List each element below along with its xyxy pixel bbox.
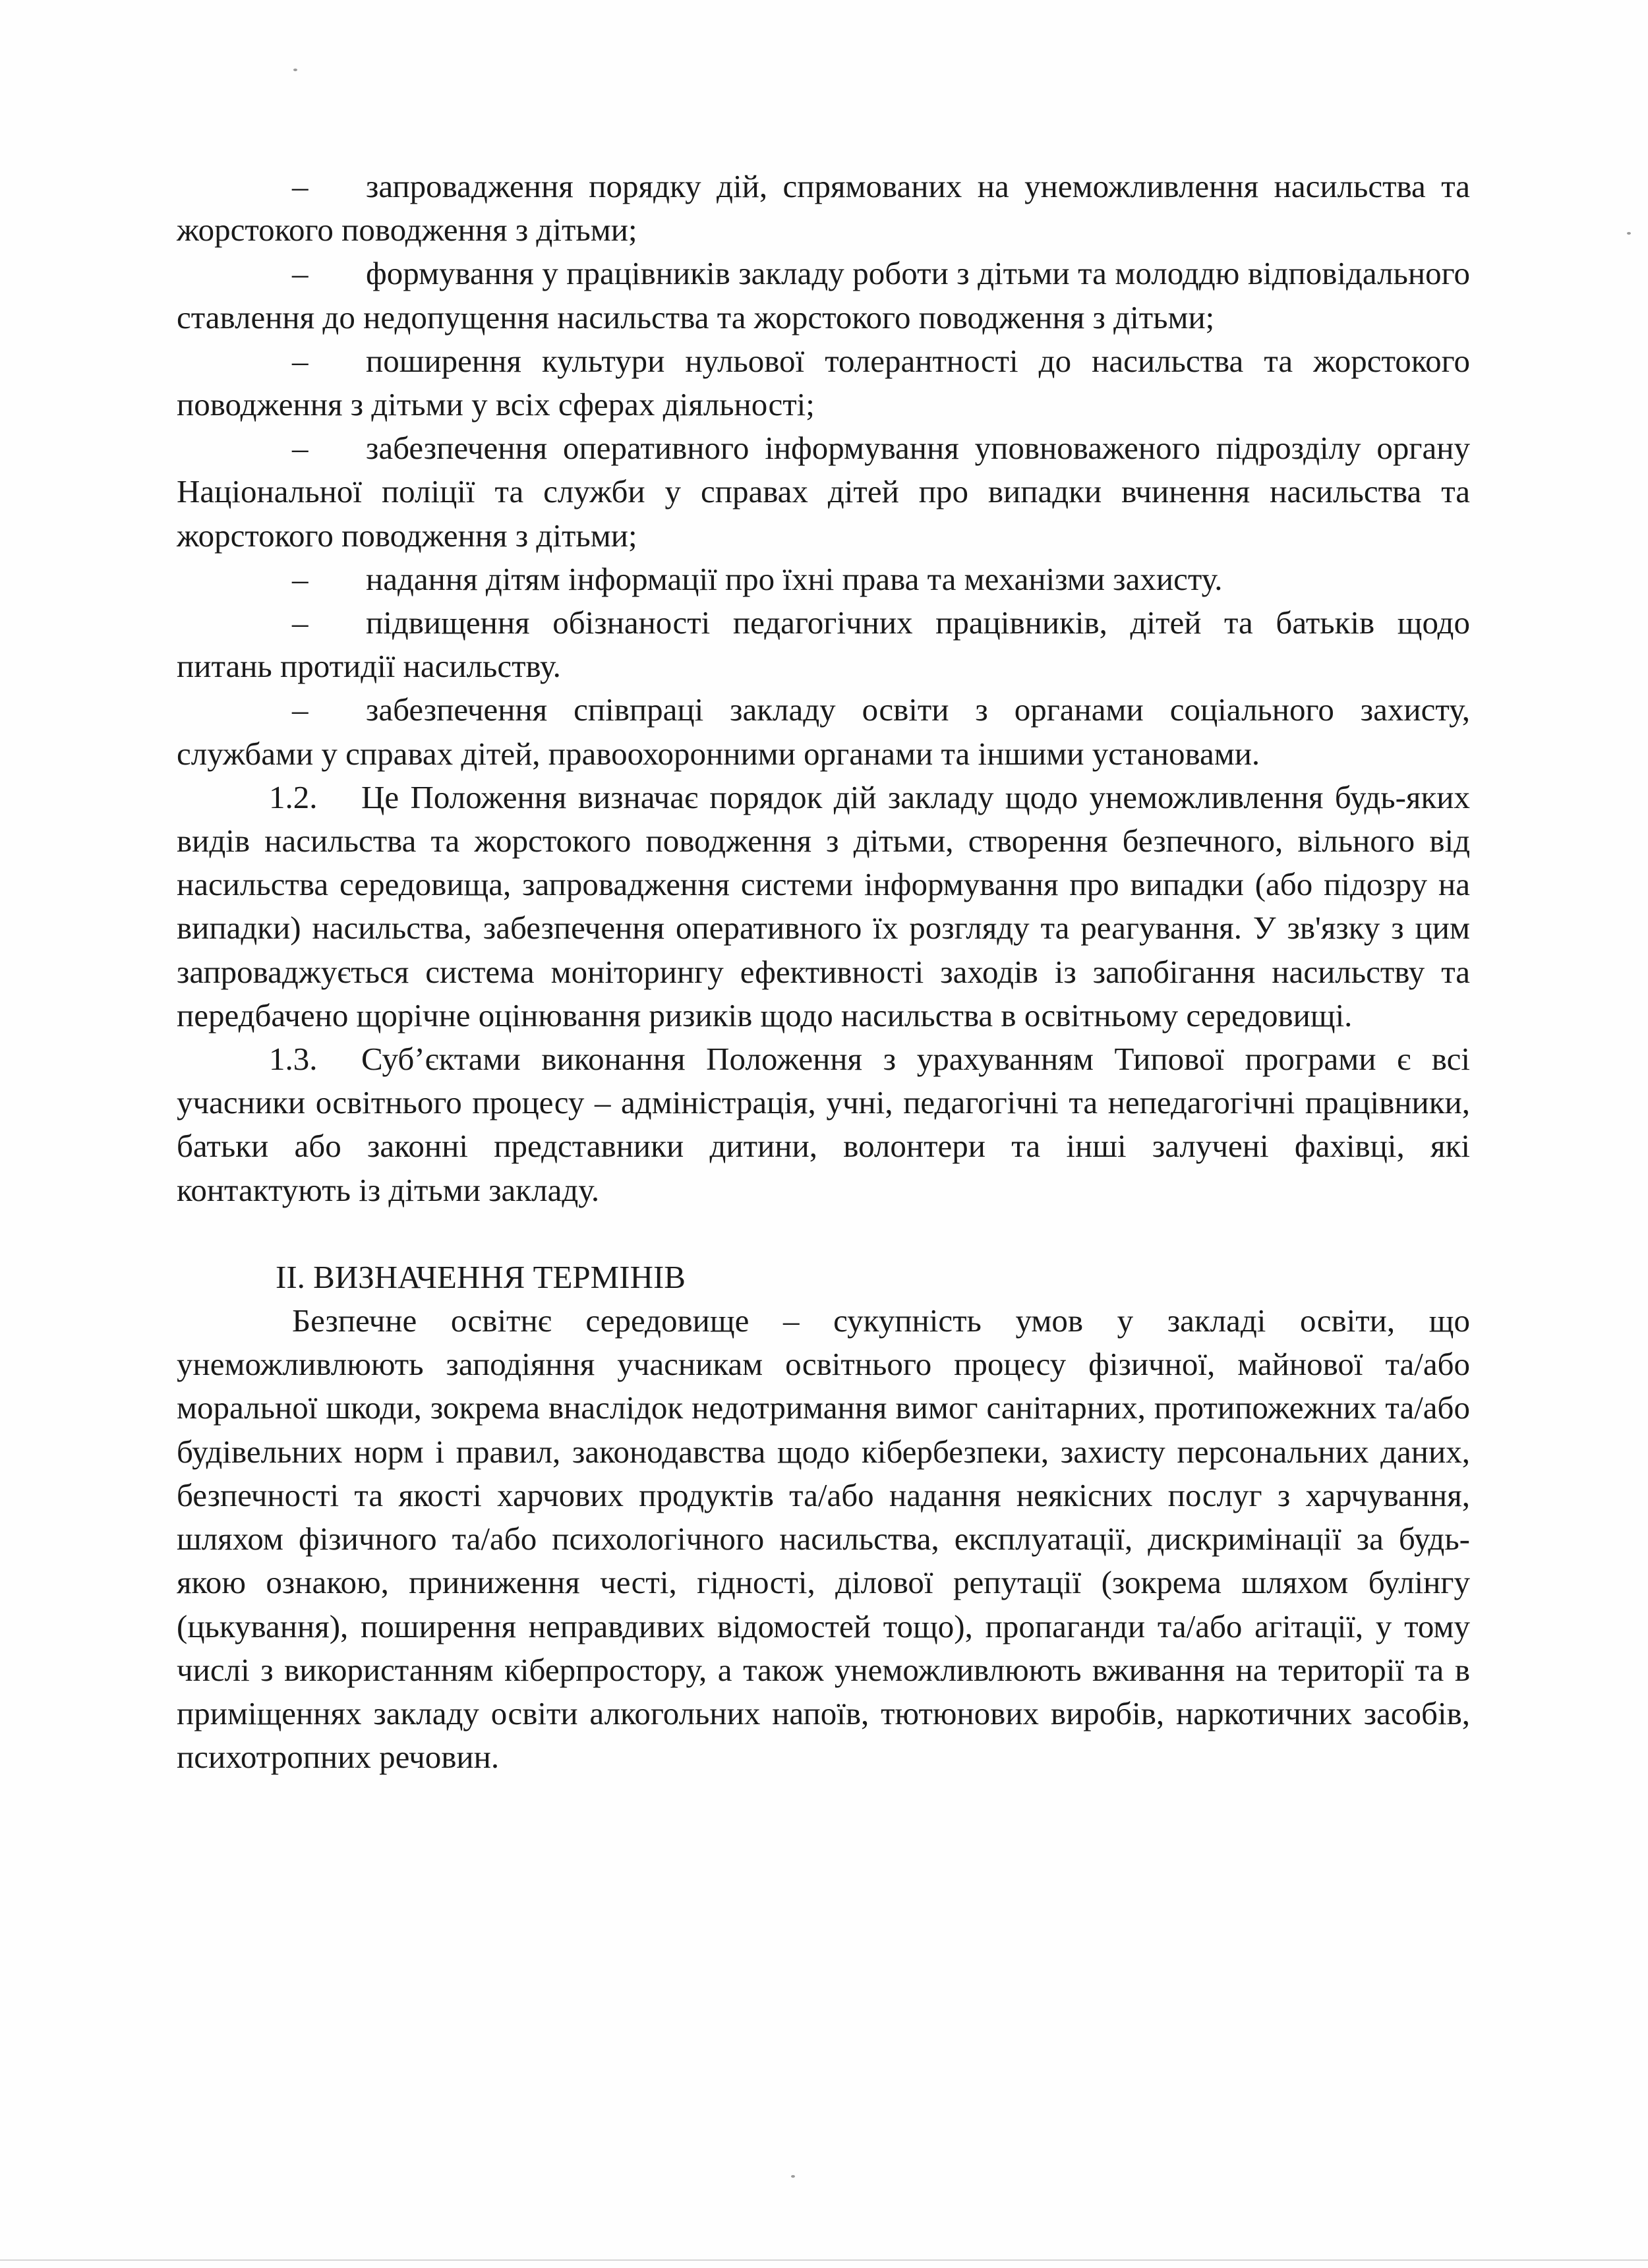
bullet-item (177, 688, 1470, 775)
document-body (177, 165, 1470, 1779)
scan-speck (791, 2175, 795, 2178)
bullet-item (177, 601, 1470, 688)
clause-text: Це Положення визначає порядок дій закладу щодо унеможливлення будь-яких видів насильства та жорстокого поводження з дітьми, створення безпечного, вільного від насильства середовища, запровадження системи інформування про випадки (або підозру на випадки) насильства, забезпечення оперативного їх розгляду та реагування. У зв'язку з цим запроваджується система моніторингу ефективності заходів із запобігання насильству та передбачено щорічне оцінювання ризиків щодо насильства в освітньому середовищі. (177, 778, 1470, 1033)
bullet-text: підвищення обізнаності педагогічних працівників, дітей та батьків щодо питань протидії насильству. (177, 604, 1470, 685)
scan-speck (1627, 232, 1631, 235)
clause-number: 1.2. (269, 778, 318, 815)
definition-paragraph: Безпечне освітнє середовище – сукупність умов у закладі освіти, що унеможливлюють заподіяння учасникам освітнього процесу фізичної, майнової та/або моральної шкоди, зокрема внаслідок недотримання вимог санітарних, протипожежних та/або будівельних норм і правил, законодавства щодо кібербезпеки, захисту персональних даних, безпечності та якості харчових продуктів та/або надання неякісних послуг з харчування, шляхом фізичного та/або психологічного насильства, експлуатації, дискримінації за будь-якою ознакою, приниження честі, гідності, ділової репутації (зокрема шляхом булінгу (цькування), поширення неправдивих відомостей тощо), пропаганди та/або агітації, у тому числі з використанням кіберпростору, а також унеможливлюють вживання на території та в приміщеннях закладу освіти алкогольних напоїв, тютюнових виробів, наркотичних засобів, психотропних речовин. (177, 1302, 1470, 1776)
bullet-item (177, 165, 1470, 252)
bullet-dash: – (292, 342, 309, 379)
clause-number: 1.3. (269, 1041, 318, 1078)
bullet-item (177, 252, 1470, 339)
scan-speck (293, 69, 297, 71)
scan-edge-line (0, 2259, 1648, 2261)
bullet-text: запровадження порядку дій, спрямованих на унеможливлення насильства та жорстокого поводження з дітьми; (177, 168, 1470, 248)
clause-text: Суб’єктами виконання Положення з урахуванням Типової програми є всі учасники освітнього процесу – адміністрація, учні, педагогічні та непедагогічні працівники, батьки або законні представники дитини, волонтери та інші залучені фахівці, які контактують із дітьми закладу. (177, 1041, 1470, 1208)
bullet-item (177, 558, 1470, 601)
bullet-dash: – (292, 560, 309, 597)
clause-1-3 (177, 1037, 1470, 1212)
bullet-dash: – (292, 430, 309, 467)
bullet-text: забезпечення співпраці закладу освіти з органами соціального захисту, службами у справах дітей, правоохоронними органами та іншими установами. (177, 691, 1470, 772)
bullet-item (177, 339, 1470, 426)
bullet-text: поширення культури нульової толерантності до насильства та жорстокого поводження з дітьми у всіх сферах діяльності; (177, 342, 1470, 423)
bullet-item (177, 426, 1470, 558)
bullet-text: надання дітям інформації про їхні права та механізми захисту. (366, 560, 1223, 597)
bullet-text: забезпечення оперативного інформування уповноваженого підрозділу органу Національної поліції та служби у справах дітей про випадки вчинення насильства та жорстокого поводження з дітьми; (177, 430, 1470, 554)
bullet-dash: – (292, 255, 309, 292)
bullet-text: формування у працівників закладу роботи з дітьми та молоддю відповідального ставлення до недопущення насильства та жорстокого поводження з дітьми; (177, 255, 1470, 335)
bullet-dash: – (292, 691, 309, 728)
bullet-dash: – (292, 604, 309, 641)
section-heading: II. ВИЗНАЧЕННЯ ТЕРМІНІВ (276, 1258, 686, 1295)
clause-1-2 (177, 776, 1470, 1037)
bullet-dash: – (292, 168, 309, 204)
